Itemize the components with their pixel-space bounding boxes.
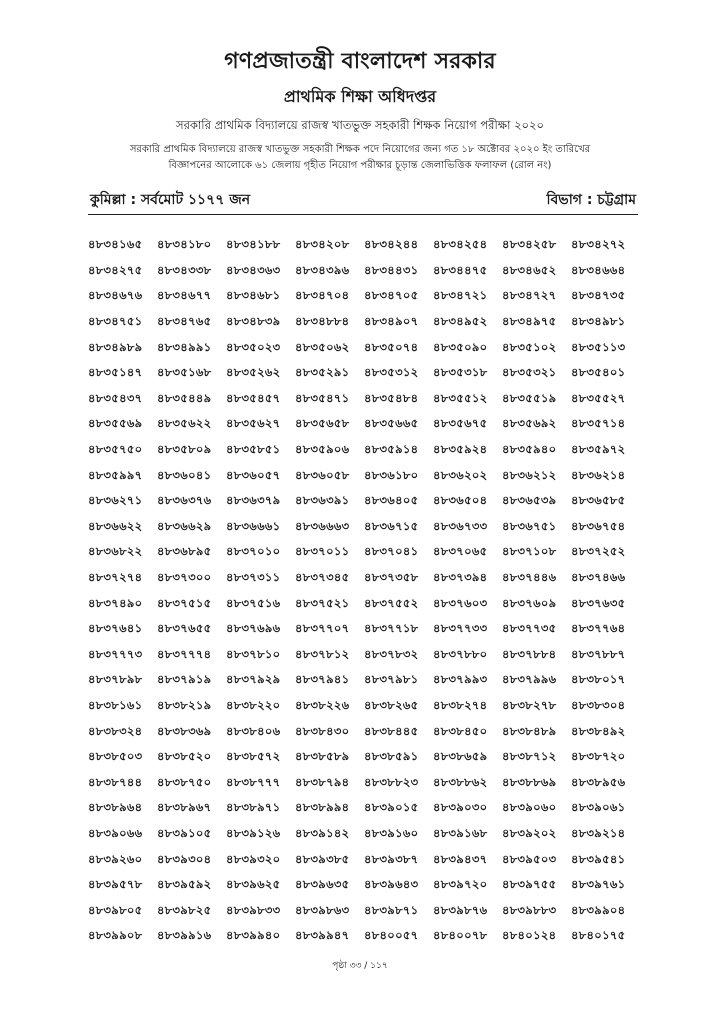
roll-number: ৪৮৩৭৪৯০	[88, 595, 143, 610]
roll-number: ৪৮৩৯০৬০	[502, 800, 557, 815]
roll-number: ৪৮৩৬৬৬১	[226, 518, 281, 533]
roll-number: ৪৮৩৪৯৫২	[433, 314, 488, 329]
roll-number: ৪৮৩৫০৭৪	[364, 339, 419, 354]
roll-number: ৪৮৩৭৮৩২	[364, 646, 419, 661]
roll-number: ৪৮৩৮২৭৪	[433, 697, 488, 712]
roll-number: ৪৮৩৪১৬৫	[88, 237, 143, 252]
roll-number: ৪৮৩৪৭২১	[433, 288, 488, 303]
roll-row	[88, 387, 640, 413]
roll-number: ৪৮৩৫৪০১	[571, 365, 626, 380]
roll-number: ৪৮৩৪৭০৫	[364, 288, 419, 303]
roll-number: ৪৮৩৯৩২০	[226, 851, 281, 866]
roll-row	[88, 668, 640, 694]
roll-number: ৪৮৩৫৪৪৯	[157, 390, 212, 405]
roll-number: ৪৮৩৫৯৭২	[571, 442, 626, 457]
roll-number: ৪৮৩৯৬৪৩	[364, 877, 419, 892]
roll-number: ৪৮৩৭৫২১	[295, 595, 350, 610]
roll-number: ৪৮৩৮৭৪৪	[88, 774, 143, 789]
roll-number: ৪৮৩৭৭৩৫	[502, 621, 557, 636]
roll-number: ৪৮৩৫৬৬৫	[364, 416, 419, 431]
roll-number: ৪৮৩৭০৬৫	[433, 544, 488, 559]
division-heading: বিভাগ : চট্টগ্রাম	[546, 192, 636, 208]
roll-number: ৪৮৩৭৬০৩	[433, 595, 488, 610]
roll-number: ৪৮৩৪২৫৪	[433, 237, 488, 252]
roll-number: ৪৮৩৬৮৯৫	[157, 544, 212, 559]
roll-row	[88, 591, 640, 617]
roll-number: ৪৮৩৮৩৬৯	[157, 723, 212, 738]
roll-number: ৪৮৩৪২০৮	[295, 237, 350, 252]
roll-number: ৪৮৩৪৭২৭	[502, 288, 557, 303]
roll-number: ৪৮৩৮১৬১	[88, 697, 143, 712]
roll-number: ৪৮৩৯৯০৪	[571, 902, 626, 917]
roll-number: ৪৮৩৯৮৩৩	[226, 902, 281, 917]
notice-line-1: সরকারি প্রাথমিক বিদ্যালয়ে রাজস্ব খাতভুক্ত সহকারী শিক্ষক পদে নিয়োগের জন্য গত ১৮ অক্টোবর ২০২০ ইং তারিখের	[129, 144, 591, 155]
roll-number: ৪৮৩৫৬২৭	[226, 416, 281, 431]
roll-number: ৪৮৩৬২১২	[502, 467, 557, 482]
roll-number: ৪৮৩৮৭২০	[571, 749, 626, 764]
roll-number: ৪৮৩৮৫২০	[157, 749, 212, 764]
roll-number: ৪৮৩৫৭৫০	[88, 442, 143, 457]
roll-number: ৪৮৩৬২৭১	[88, 493, 143, 508]
roll-row	[88, 463, 640, 489]
roll-number: ৪৮৩৮৪৪৫	[364, 723, 419, 738]
roll-row	[88, 745, 640, 771]
roll-number: ৪৮৩৪৯৮৯	[88, 339, 143, 354]
roll-number: ৪৮৩৯৮২৫	[157, 902, 212, 917]
roll-number: ৪৮৩৪৬৭৬	[88, 288, 143, 303]
roll-number: ৪৮৩৯৯০৮	[88, 928, 143, 943]
roll-number: ৪৮৩৫৯১৪	[364, 442, 419, 457]
roll-number: ৪৮৩৯১৬৮	[433, 825, 488, 840]
roll-number: ৪৮৩৭৬৯৬	[226, 621, 281, 636]
roll-number: ৪৮৩৭৯১৯	[157, 672, 212, 687]
roll-number: ৪৮৩৯৭২০	[433, 877, 488, 892]
roll-number: ৪৮৩৭৫১৫	[157, 595, 212, 610]
roll-number: ৪৮৩৪১৮৮	[226, 237, 281, 252]
roll-number: ৪৮৩৯৮৬৩	[295, 902, 350, 917]
roll-number: ৪৮৩৮২৬৫	[364, 697, 419, 712]
roll-number: ৪৮৩৭৩৯৪	[433, 570, 488, 585]
roll-number: ৪৮৩৯০৩০	[433, 800, 488, 815]
divider	[88, 214, 638, 215]
roll-number: ৪৮৩৭৪৬৬	[571, 570, 626, 585]
roll-number: ৪৮৩৬০৫৮	[295, 467, 350, 482]
roll-number: ৪৮৩৪৪৩১	[364, 262, 419, 277]
roll-number: ৪৮৩৫৬২২	[157, 416, 212, 431]
roll-number: ৪৮৩৬৫০৪	[433, 493, 488, 508]
roll-number: ৪৮৩৮৯৬৭	[157, 800, 212, 815]
roll-number: ৪৮৩৭৭৩৩	[433, 621, 488, 636]
roll-number: ৪৮৩৯০৬৬	[88, 825, 143, 840]
roll-number: ৪৮৩৭৫১৬	[226, 595, 281, 610]
roll-number: ৪৮৩৬৩৯১	[295, 493, 350, 508]
roll-number: ৪৮৩৮৪০৬	[226, 723, 281, 738]
roll-number: ৪৮৩৭৬৫৫	[157, 621, 212, 636]
roll-number: ৪৮৩৯১০৫	[157, 825, 212, 840]
roll-number: ৪৮৩৭৯৪১	[295, 672, 350, 687]
roll-number: ৪৮৩৭৬৪১	[88, 621, 143, 636]
roll-number: ৪৮৩৬৫৩৯	[502, 493, 557, 508]
roll-number: ৪৮৪০০৫৭	[364, 928, 419, 943]
roll-number: ৪৮৩৫৫৬৯	[88, 416, 143, 431]
roll-number: ৪৮৩৮২১৯	[157, 697, 212, 712]
roll-row	[88, 822, 640, 848]
roll-number: ৪৮৩৭৭১৮	[364, 621, 419, 636]
roll-number: ৪৮৩৫০২৩	[226, 339, 281, 354]
roll-number: ৪৮৩৭৩০০	[157, 570, 212, 585]
roll-number: ৪৮৪০১৭৫	[571, 928, 626, 943]
roll-number: ৪৮৩৮৭১২	[502, 749, 557, 764]
roll-number: ৪৮৩৫৫১২	[433, 390, 488, 405]
roll-number: ৪৮৩৬৬৬৩	[295, 518, 350, 533]
roll-number: ৪৮৩৬৮২২	[88, 544, 143, 559]
roll-number: ৪৮৩৬৭৫১	[502, 518, 557, 533]
roll-number: ৪৮৩৫৯০৬	[295, 442, 350, 457]
roll-number: ৪৮৩৪৩৬৩	[226, 262, 281, 277]
district-heading: কুমিল্লা : সর্বমোট ১১৭৭ জন	[90, 192, 251, 208]
department-name: প্রাথমিক শিক্ষা অধিদপ্তর	[283, 87, 437, 106]
roll-number: ৪৮৩৭৫৫২	[364, 595, 419, 610]
roll-number: ৪৮৩৯৬২৫	[226, 877, 281, 892]
roll-number: ৪৮৩৯০৬১	[571, 800, 626, 815]
roll-row	[88, 412, 640, 438]
roll-row	[88, 489, 640, 515]
roll-number: ৪৮৩৮৭৭৭	[226, 774, 281, 789]
roll-number: ৪৮৩৬১৮০	[364, 467, 419, 482]
roll-number: ৪৮৩৯৯৪০	[226, 928, 281, 943]
roll-row	[88, 310, 640, 336]
roll-number: ৪৮৩৯০১৫	[364, 800, 419, 815]
roll-number: ৪৮৩৭৮৮৭	[571, 646, 626, 661]
roll-number: ৪৮৩৬৫৮৫	[571, 493, 626, 508]
roll-number: ৪৮৩৪৬৮১	[226, 288, 281, 303]
roll-number: ৪৮৩৭৯২৯	[226, 672, 281, 687]
roll-number: ৪৮৩৬০৪১	[157, 467, 212, 482]
roll-row	[88, 719, 640, 745]
roll-number: ৪৮৩৯৯১৬	[157, 928, 212, 943]
roll-number: ৪৮৩৮২৭৮	[502, 697, 557, 712]
roll-number: ৪৮৩৮৪৯২	[571, 723, 626, 738]
roll-number: ৪৮৩৮৭৯৪	[295, 774, 350, 789]
page-title: গণপ্রজাতন্ত্রী বাংলাদেশ সরকার	[224, 49, 496, 74]
roll-number: ৪৮৩৭৯৯৩	[433, 672, 488, 687]
roll-number: ৪৮৩৭৭৭৩	[88, 646, 143, 661]
roll-number: ৪৮৩৯৪৩৭	[433, 851, 488, 866]
roll-number: ৪৮৩৫৪৩৭	[88, 390, 143, 405]
exam-name: সরকারি প্রাথমিক বিদ্যালয়ে রাজস্ব খাতভুক্ত সহকারী শিক্ষক নিয়োগ পরীক্ষা ২০২০	[176, 118, 544, 132]
roll-number: ৪৮৩৭৩১১	[226, 570, 281, 585]
roll-number: ৪৮৩৯১৪২	[295, 825, 350, 840]
roll-number: ৪৮৪০০৭৮	[433, 928, 488, 943]
roll-number: ৪৮৩৬৩৭৯	[226, 493, 281, 508]
roll-number: ৪৮৩৮৫৮৯	[295, 749, 350, 764]
roll-number: ৪৮৩৮৪৩০	[295, 723, 350, 738]
roll-number: ৪৮৩৯২১৪	[571, 825, 626, 840]
roll-number-grid	[88, 233, 640, 950]
roll-number: ৪৮৩৮৪৮৯	[502, 723, 557, 738]
roll-number: ৪৮৩৭৭০৭	[295, 621, 350, 636]
roll-number: ৪৮৩৭৭৬৪	[571, 621, 626, 636]
roll-number: ৪৮৩৬২১৪	[571, 467, 626, 482]
roll-row	[88, 847, 640, 873]
roll-number: ৪৮৩৫৬৯২	[502, 416, 557, 431]
roll-number: ৪৮৩৬৭১৫	[364, 518, 419, 533]
roll-number: ৪৮৩৮২২০	[226, 697, 281, 712]
roll-number: ৪৮৩৫৮৫১	[226, 442, 281, 457]
roll-number: ৪৮৩৮৯৬৪	[88, 800, 143, 815]
roll-number: ৪৮৩৬৬২২	[88, 518, 143, 533]
roll-number: ৪৮৩৯৯৪৭	[295, 928, 350, 943]
roll-number: ৪৮৩৯৭৫৫	[502, 877, 557, 892]
roll-number: ৪৮৩৬৭৩৩	[433, 518, 488, 533]
roll-number: ৪৮৩৭৭৭৪	[157, 646, 212, 661]
roll-number: ৪৮৩৪৮৩৯	[226, 314, 281, 329]
roll-number: ৪৮৩৫৩১৮	[433, 365, 488, 380]
roll-number: ৪৮৩৭২৫২	[571, 544, 626, 559]
roll-number: ৪৮৩৫৮০৯	[157, 442, 212, 457]
roll-number: ৪৮৩৮৩২৪	[88, 723, 143, 738]
roll-number: ৪৮৩৯৬৩৫	[295, 877, 350, 892]
roll-number: ৪৮৩৪৭৩৫	[571, 288, 626, 303]
roll-row	[88, 335, 640, 361]
roll-number: ৪৮৩৪৯৭৫	[502, 314, 557, 329]
roll-number: ৪৮৩৫৯৪০	[502, 442, 557, 457]
roll-number: ৪৮৩৪২৫৮	[502, 237, 557, 252]
roll-number: ৪৮৩৮০১৭	[571, 672, 626, 687]
roll-number: ৪৮৩৪৯৯১	[157, 339, 212, 354]
roll-number: ৪৮৩৯৮৮৩	[502, 902, 557, 917]
roll-number: ৪৮৩৪৬৬৪	[571, 262, 626, 277]
roll-number: ৪৮৩৯৫৯২	[157, 877, 212, 892]
roll-number: ৪৮৩৫৫২৭	[571, 390, 626, 405]
roll-number: ৪৮৩৮৫৯১	[364, 749, 419, 764]
roll-number: ৪৮৩৭৩৪৫	[295, 570, 350, 585]
roll-number: ৪৮৩৫০৬২	[295, 339, 350, 354]
roll-number: ৪৮৩৪৪৭৫	[433, 262, 488, 277]
roll-number: ৪৮৩৭০৪১	[364, 544, 419, 559]
notice-line-2: বিজ্ঞাপনের আলোকে ৬১ জেলায় গৃহীত নিয়োগ পরীক্ষার চূড়ান্ত জেলাভিত্তিক ফলাফল (রোল নং)	[168, 160, 552, 171]
roll-row	[88, 515, 640, 541]
roll-number: ৪৮৩৬২০২	[433, 467, 488, 482]
roll-number: ৪৮৩৫৪৫৭	[226, 390, 281, 405]
roll-number: ৪৮৩৯৭৬১	[571, 877, 626, 892]
roll-number: ৪৮৩৫১৪৭	[88, 365, 143, 380]
roll-number: ৪৮৩৪৯৮১	[571, 314, 626, 329]
roll-number: ৪৮৩৫৪৭১	[295, 390, 350, 405]
roll-number: ৪৮৩৭০১০	[226, 544, 281, 559]
roll-number: ৪৮৩৭৬৩৫	[571, 595, 626, 610]
roll-number: ৪৮৩৬৪০৫	[364, 493, 419, 508]
roll-number: ৪৮৩৯৮৭১	[364, 902, 419, 917]
roll-number: ৪৮৩৪৭৫১	[88, 314, 143, 329]
roll-number: ৪৮৩৪৭৬৫	[157, 314, 212, 329]
roll-number: ৪৮৩৭৩৫৮	[364, 570, 419, 585]
roll-number: ৪৮৩৮৯৫৬	[571, 774, 626, 789]
roll-row	[88, 438, 640, 464]
roll-number: ৪৮৩৪৬৭৭	[157, 288, 212, 303]
roll-number: ৪৮৩৮৯৯৪	[295, 800, 350, 815]
roll-number: ৪৮৩৯২০২	[502, 825, 557, 840]
roll-number: ৪৮৩৭৮১২	[295, 646, 350, 661]
roll-number: ৪৮৪০১২৪	[502, 928, 557, 943]
roll-number: ৪৮৩৪৭০৪	[295, 288, 350, 303]
roll-number: ৪৮৩৯৮৭৬	[433, 902, 488, 917]
roll-row	[88, 770, 640, 796]
roll-number: ৪৮৩৭৮৮০	[433, 646, 488, 661]
roll-number: ৪৮৩৮৫৭২	[226, 749, 281, 764]
roll-row	[88, 361, 640, 387]
roll-row	[88, 284, 640, 310]
roll-number: ৪৮৩৪৮৮৪	[295, 314, 350, 329]
roll-number: ৪৮৩৮৯৭১	[226, 800, 281, 815]
roll-number: ৪৮৩৭১০৮	[502, 544, 557, 559]
roll-number: ৪৮৩৫১৬৮	[157, 365, 212, 380]
roll-number: ৪৮৩৭২৭৪	[88, 570, 143, 585]
roll-row	[88, 617, 640, 643]
roll-number: ৪৮৩৮৬৫৯	[433, 749, 488, 764]
roll-number: ৪৮৩৫৩১২	[364, 365, 419, 380]
roll-number: ৪৮৩৭৮৮৪	[502, 646, 557, 661]
roll-row	[88, 259, 640, 285]
roll-number: ৪৮৩৮৩০৪	[571, 697, 626, 712]
roll-number: ৪৮৩৪৬৫২	[502, 262, 557, 277]
roll-row	[88, 796, 640, 822]
roll-number: ৪৮৩৬৬২৯	[157, 518, 212, 533]
roll-number: ৪৮৩৯১৬০	[364, 825, 419, 840]
roll-row	[88, 873, 640, 899]
roll-row	[88, 643, 640, 669]
roll-number: ৪৮৩৭৬০৯	[502, 595, 557, 610]
roll-number: ৪৮৩৫২৬২	[226, 365, 281, 380]
roll-number: ৪৮৩৫৫১৯	[502, 390, 557, 405]
roll-number: ৪৮৩৫৬৫৮	[295, 416, 350, 431]
roll-number: ৪৮৩৫৯২৪	[433, 442, 488, 457]
roll-number: ৪৮৩৯৩০৪	[157, 851, 212, 866]
roll-number: ৪৮৩৯২৬০	[88, 851, 143, 866]
roll-number: ৪৮৩৪২৭৫	[88, 262, 143, 277]
roll-number: ৪৮৩৯৫০৩	[502, 851, 557, 866]
roll-number: ৪৮৩৪৯০৭	[364, 314, 419, 329]
roll-number: ৪৮৩৪২৭২	[571, 237, 626, 252]
roll-row	[88, 540, 640, 566]
roll-number: ৪৮৩৫৯৯৭	[88, 467, 143, 482]
roll-number: ৪৮৩৬০৫৭	[226, 467, 281, 482]
roll-number: ৪৮৩৪৩৯৬	[295, 262, 350, 277]
roll-number: ৪৮৩৭০১১	[295, 544, 350, 559]
roll-row	[88, 566, 640, 592]
roll-number: ৪৮৩৫৬৭৫	[433, 416, 488, 431]
roll-row	[88, 233, 640, 259]
roll-number: ৪৮৩৫০৯০	[433, 339, 488, 354]
roll-number: ৪৮৩৯৩৮৫	[295, 851, 350, 866]
roll-number: ৪৮৩৪১৮০	[157, 237, 212, 252]
roll-number: ৪৮৩৭৯৮১	[364, 672, 419, 687]
roll-number: ৪৮৩৬৭৫৪	[571, 518, 626, 533]
roll-number: ৪৮৩৯৩৮৭	[364, 851, 419, 866]
roll-number: ৪৮৩৫২৯১	[295, 365, 350, 380]
roll-number: ৪৮৩৫১০২	[502, 339, 557, 354]
roll-number: ৪৮৩৫৭১৪	[571, 416, 626, 431]
roll-number: ৪৮৩৭৮৯৮	[88, 672, 143, 687]
roll-number: ৪৮৩৮৮২৩	[364, 774, 419, 789]
roll-number: ৪৮৩৯৫৪১	[571, 851, 626, 866]
page-number: পৃষ্ঠা ৩৩ / ১১৭	[332, 961, 388, 971]
roll-number: ৪৮৩৭৯৯৬	[502, 672, 557, 687]
roll-number: ৪৮৩৫১১৩	[571, 339, 626, 354]
roll-number: ৪৮৩৮৮৬২	[433, 774, 488, 789]
roll-row	[88, 898, 640, 924]
roll-number: ৪৮৩৯৮০৫	[88, 902, 143, 917]
roll-number: ৪৮৩৫৩২১	[502, 365, 557, 380]
roll-number: ৪৮৩৪৩৩৮	[157, 262, 212, 277]
roll-number: ৪৮৩৫৪৮৪	[364, 390, 419, 405]
roll-number: ৪৮৩৯১২৬	[226, 825, 281, 840]
roll-row	[88, 694, 640, 720]
roll-number: ৪৮৩৭৮১০	[226, 646, 281, 661]
roll-row	[88, 924, 640, 950]
roll-number: ৪৮৩৬৩৭৬	[157, 493, 212, 508]
roll-number: ৪৮৩৮৪৫০	[433, 723, 488, 738]
roll-number: ৪৮৩৮৭৫০	[157, 774, 212, 789]
roll-number: ৪৮৩৪২৪৪	[364, 237, 419, 252]
roll-number: ৪৮৩৯৫৭৮	[88, 877, 143, 892]
roll-number: ৪৮৩৮২২৬	[295, 697, 350, 712]
roll-number: ৪৮৩৭৪৪৬	[502, 570, 557, 585]
notice-text	[90, 142, 630, 174]
roll-number: ৪৮৩৮৮৬৯	[502, 774, 557, 789]
roll-number: ৪৮৩৮৫০৩	[88, 749, 143, 764]
